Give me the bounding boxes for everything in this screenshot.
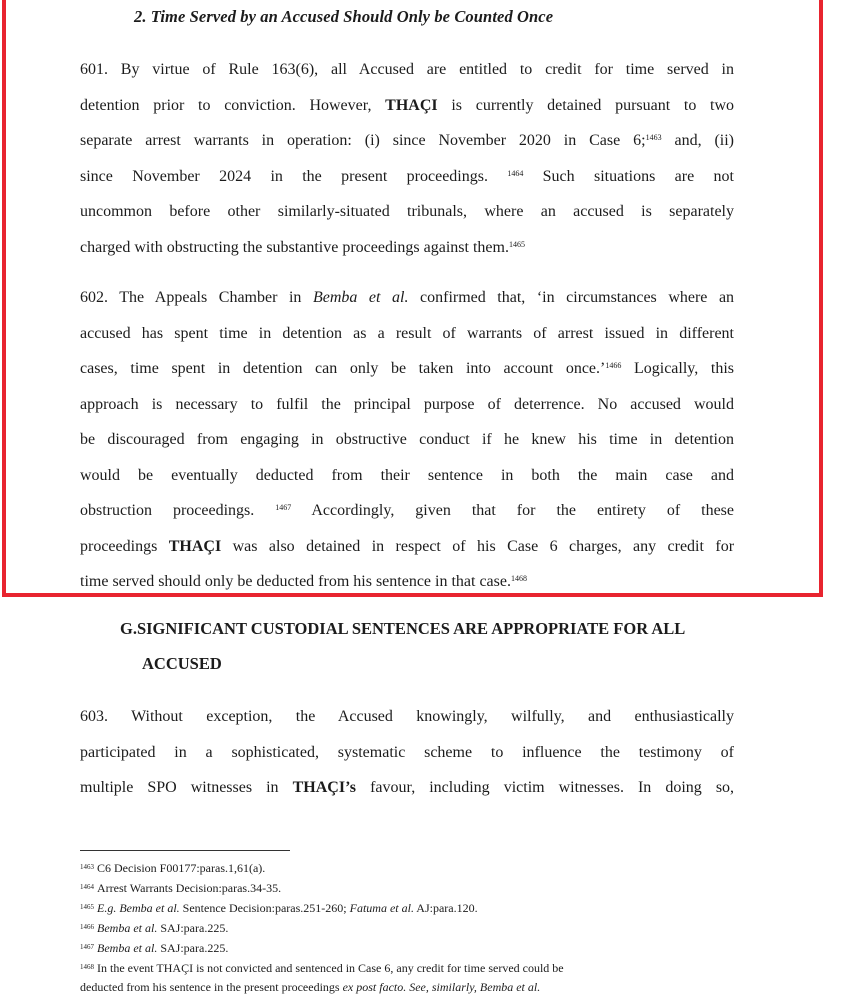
footnote-1467 bbox=[80, 938, 760, 958]
para-text: proceedings bbox=[80, 537, 158, 555]
footnote-number: 1466 bbox=[80, 923, 94, 931]
para-text: Without exception, the Accused knowingly, wilfully, and enthusiastically bbox=[131, 708, 734, 725]
accused-name: THAÇI bbox=[168, 537, 222, 555]
footnote-1464 bbox=[80, 878, 760, 898]
para-line bbox=[80, 194, 734, 230]
para-line bbox=[80, 735, 734, 771]
para-line bbox=[80, 387, 734, 423]
footnote-text: SAJ:para.225. bbox=[160, 921, 229, 935]
para-line bbox=[80, 422, 734, 458]
para-text: uncommon before other similarly-situated tribunals, where an accused is separately bbox=[80, 203, 734, 220]
para-text: charged with obstructing the substantive proceedings against them. bbox=[80, 238, 509, 256]
para-line bbox=[80, 458, 734, 494]
footnote-ref[interactable]: 1467 bbox=[275, 503, 292, 512]
para-text: cases, time spent in detention can only be taken into account once.’ bbox=[80, 360, 606, 377]
para-text: approach is necessary to fulfil the principal purpose of deterrence. No accused would bbox=[80, 395, 734, 413]
para-line bbox=[80, 351, 734, 387]
footnote-1468-cont bbox=[80, 978, 760, 997]
footnote-divider bbox=[80, 850, 290, 851]
footnote-text: Arrest Warrants Decision:paras.34-35. bbox=[97, 881, 282, 895]
footnote-number: 1465 bbox=[80, 903, 94, 911]
para-line bbox=[80, 88, 734, 124]
para-text: was also detained in respect of his Case 6 charges, any credit for bbox=[232, 537, 735, 555]
footnote-number: 1464 bbox=[80, 883, 94, 891]
para-text: is currently detained pursuant to two bbox=[451, 96, 735, 114]
para-text: favour, including victim witnesses. In doing so, bbox=[370, 779, 735, 796]
para-text: separate arrest warrants in operation: (i) since November 2020 in Case 6; bbox=[80, 132, 646, 149]
footnote-text: SAJ:para.225. bbox=[160, 941, 229, 955]
para-text: detention prior to conviction. However, bbox=[80, 96, 372, 114]
para-text: Logically, this bbox=[633, 360, 734, 377]
section-heading bbox=[120, 611, 760, 681]
para-text: confirmed that, ‘in circumstances where an bbox=[420, 289, 735, 306]
paragraph-number: 603. bbox=[80, 708, 108, 725]
footnote-text: Sentence Decision:paras.251-260; bbox=[182, 901, 347, 915]
para-text: Accordingly, given that for the entirety of these bbox=[311, 502, 735, 519]
para-line bbox=[80, 564, 734, 600]
footnote-ref[interactable]: 1463 bbox=[645, 133, 662, 142]
para-text: and, (ii) bbox=[674, 132, 735, 149]
para-text: would be eventually deducted from their sentence in both the main case and bbox=[80, 466, 734, 484]
footnote-1465 bbox=[80, 898, 760, 918]
para-text: be discouraged from engaging in obstructive conduct if he knew his time in detention bbox=[80, 431, 734, 448]
accused-name: THAÇI bbox=[385, 96, 438, 114]
section-heading-line1: G.SIGNIFICANT CUSTODIAL SENTENCES ARE APPROPRIATE FOR ALL bbox=[120, 619, 686, 638]
footnote-number: 1463 bbox=[80, 863, 94, 871]
case-name: Bemba et al. bbox=[312, 289, 409, 306]
footnote-ref[interactable]: 1466 bbox=[605, 361, 622, 370]
footnotes-list bbox=[80, 858, 760, 997]
footnote-1468 bbox=[80, 958, 760, 978]
para-line bbox=[80, 159, 734, 195]
case-name: Fatuma et al. bbox=[349, 901, 414, 915]
accused-name: THAÇI’s bbox=[292, 779, 357, 796]
para-text: obstruction proceedings. bbox=[80, 502, 255, 519]
para-line bbox=[80, 316, 734, 352]
paragraph-number: 602. bbox=[80, 289, 108, 306]
para-line bbox=[80, 230, 734, 266]
footnote-number: 1468 bbox=[80, 963, 94, 971]
section-heading-line2: ACCUSED bbox=[142, 654, 222, 673]
subsection-heading: 2. Time Served by an Accused Should Only be Counted Once bbox=[134, 7, 554, 26]
para-text: since November 2024 in the present proceedings. bbox=[80, 167, 488, 185]
footnote-text: ex post facto. bbox=[342, 980, 407, 994]
footnote-ref[interactable]: 1465 bbox=[508, 239, 525, 249]
para-line bbox=[80, 699, 734, 735]
para-text: The Appeals Chamber in bbox=[119, 289, 302, 306]
para-text: By virtue of Rule 163(6), all Accused are entitled to credit for time served in bbox=[120, 61, 734, 78]
footnote-text: E.g. bbox=[97, 901, 117, 915]
footnote-number: 1467 bbox=[80, 943, 94, 951]
case-name: Bemba et al. bbox=[479, 980, 541, 994]
para-line bbox=[80, 52, 734, 88]
para-line bbox=[80, 529, 734, 565]
case-name: Bemba et al. bbox=[97, 941, 158, 955]
paragraph-602 bbox=[80, 280, 734, 600]
footnote-text: C6 Decision F00177:paras.1,61(a). bbox=[97, 861, 266, 875]
footnote-text: In the event THAÇI is not convicted and sentenced in Case 6, any credit for time served could be bbox=[97, 961, 564, 975]
para-text: multiple SPO witnesses in bbox=[80, 779, 279, 796]
para-text: time served should only be deducted from his sentence in that case. bbox=[80, 573, 511, 590]
para-line bbox=[80, 493, 734, 529]
footnote-1463 bbox=[80, 858, 760, 878]
para-text: participated in a sophisticated, systematic scheme to influence the testimony of bbox=[80, 743, 734, 761]
para-line bbox=[80, 123, 734, 159]
case-name: Bemba et al. bbox=[97, 921, 158, 935]
paragraph-603 bbox=[80, 699, 734, 806]
paragraph-number: 601. bbox=[80, 61, 108, 78]
footnote-1466 bbox=[80, 918, 760, 938]
para-text: Such situations are not bbox=[542, 167, 734, 185]
paragraph-601 bbox=[80, 52, 734, 265]
para-line bbox=[80, 770, 734, 806]
footnote-text: AJ:para.120. bbox=[416, 901, 478, 915]
para-line bbox=[80, 280, 734, 316]
footnote-text: See, similarly, bbox=[409, 980, 477, 994]
case-name: Bemba et al. bbox=[119, 901, 180, 915]
footnote-ref[interactable]: 1468 bbox=[510, 574, 527, 583]
para-text: accused has spent time in detention as a result of warrants of arrest issued in different bbox=[80, 324, 734, 342]
footnote-text: deducted from his sentence in the present proceedings bbox=[80, 980, 340, 994]
footnote-ref[interactable]: 1464 bbox=[507, 168, 524, 178]
